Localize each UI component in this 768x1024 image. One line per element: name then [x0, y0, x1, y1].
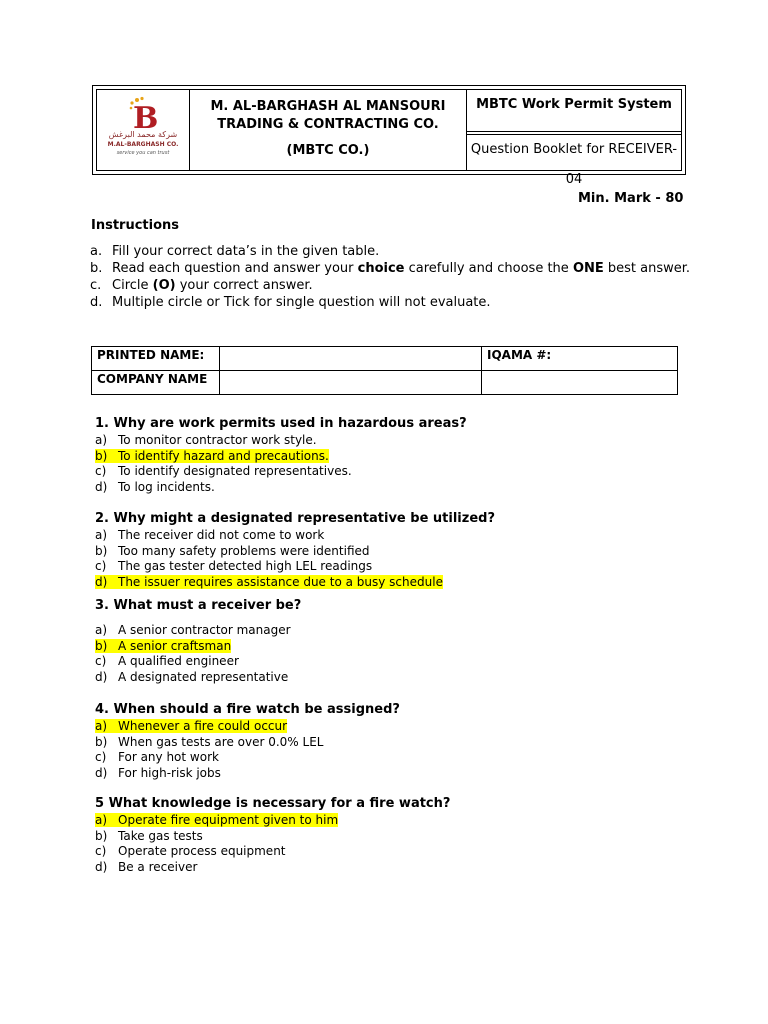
answer-option[interactable]	[95, 449, 467, 465]
instruction-text: carefully and choose the	[404, 261, 573, 276]
question-options	[95, 433, 467, 495]
question-title: 2. Why might a designated representative be utilized?	[95, 511, 495, 526]
answer-option[interactable]	[95, 639, 301, 655]
option-letter: d)	[95, 859, 108, 874]
question-title: 3. What must a receiver be?	[95, 598, 302, 613]
answer-option[interactable]	[95, 670, 301, 686]
instruction-text: Read each question and answer your	[112, 261, 358, 276]
instruction-item	[90, 260, 690, 277]
option-text: The receiver did not come to work	[118, 528, 325, 542]
highlighted-answer	[95, 639, 231, 653]
company-name-label: COMPANY NAME	[92, 371, 220, 395]
highlighted-answer	[95, 449, 329, 463]
answer-content	[95, 464, 352, 478]
option-text: To identify hazard and precautions.	[118, 448, 329, 463]
instruction-emphasis: (O)	[152, 278, 176, 293]
option-text: A senior contractor manager	[118, 623, 291, 637]
option-letter: a)	[95, 719, 108, 733]
instruction-emphasis: choice	[357, 261, 405, 276]
option-letter: c)	[95, 559, 107, 573]
info-row-name	[92, 347, 678, 371]
company-name-line1: M. AL-BARGHASH AL MANSOURI	[210, 99, 446, 114]
answer-content	[95, 623, 291, 637]
logo-english-text: M.AL-BARGHASH CO.	[107, 141, 179, 148]
answer-option[interactable]	[95, 860, 450, 876]
answer-option[interactable]	[95, 464, 467, 480]
option-text: Whenever a fire could occur	[118, 719, 288, 733]
option-letter: b)	[95, 638, 108, 653]
company-name-field[interactable]	[220, 371, 482, 395]
option-text: To log incidents.	[118, 479, 215, 494]
answer-content	[95, 433, 317, 447]
instruction-text: Circle	[112, 278, 153, 293]
company-name-line2: TRADING & CONTRACTING CO.	[217, 117, 439, 132]
answer-content	[95, 654, 239, 668]
instructions-title: Instructions	[91, 218, 180, 233]
option-text: A senior craftsman	[118, 638, 232, 653]
candidate-info-table	[91, 346, 678, 395]
option-letter: b)	[95, 448, 108, 463]
answer-option[interactable]	[95, 750, 400, 766]
min-mark: Min. Mark - 80	[578, 191, 684, 206]
question-5	[95, 795, 450, 875]
header-inner-border	[96, 89, 682, 187]
option-letter: c)	[95, 654, 107, 668]
iqama-field[interactable]	[482, 371, 678, 395]
question-options	[95, 719, 400, 781]
answer-content	[95, 544, 370, 558]
option-letter: a)	[95, 813, 108, 827]
option-letter: d)	[95, 574, 108, 589]
printed-name-field[interactable]	[220, 347, 482, 371]
instruction-letter: a.	[90, 244, 103, 259]
option-text: To identify designated representatives.	[118, 464, 352, 478]
question-options	[95, 528, 495, 590]
answer-option[interactable]	[95, 480, 467, 496]
option-text: The issuer requires assistance due to a busy schedule	[118, 574, 443, 589]
option-text: For high-risk jobs	[118, 765, 221, 780]
answer-content	[95, 750, 219, 764]
answer-option[interactable]	[95, 766, 400, 782]
option-text: For any hot work	[118, 750, 219, 764]
option-letter: c)	[95, 750, 107, 764]
option-text: A designated representative	[118, 669, 289, 684]
instruction-letter: b.	[90, 261, 103, 276]
instruction-item	[90, 277, 690, 294]
highlighted-answer	[95, 575, 443, 589]
answer-option[interactable]	[95, 575, 495, 591]
system-title: MBTC Work Permit System	[467, 90, 681, 132]
answer-option[interactable]	[95, 829, 450, 845]
option-letter: d)	[95, 479, 108, 494]
svg-text:B: B	[133, 101, 159, 130]
system-info-cell	[467, 90, 681, 187]
option-letter: c)	[95, 844, 107, 858]
option-text: When gas tests are over 0.0% LEL	[118, 734, 324, 749]
question-options	[95, 623, 301, 685]
highlighted-answer	[95, 813, 338, 827]
answer-option[interactable]	[95, 544, 495, 560]
instruction-letter: c.	[90, 278, 102, 293]
answer-option[interactable]	[95, 735, 400, 751]
instruction-text: Multiple circle or Tick for single question will not evaluate.	[112, 295, 491, 310]
printed-name-label: PRINTED NAME:	[92, 347, 220, 371]
option-text: Take gas tests	[118, 828, 203, 843]
option-letter: d)	[95, 669, 108, 684]
answer-content	[95, 528, 324, 542]
answer-option[interactable]	[95, 654, 301, 670]
option-text: Too many safety problems were identified	[118, 543, 370, 558]
answer-option[interactable]	[95, 623, 301, 639]
answer-option[interactable]	[95, 813, 450, 829]
highlighted-answer	[95, 719, 287, 733]
instruction-item	[90, 243, 690, 260]
answer-option[interactable]	[95, 433, 467, 449]
info-row-company	[92, 371, 678, 395]
instruction-text: best answer.	[603, 261, 691, 276]
option-text: A qualified engineer	[118, 654, 239, 668]
company-name-cell	[190, 90, 467, 170]
answer-option[interactable]	[95, 844, 450, 860]
question-3	[95, 597, 301, 685]
logo-cell	[97, 90, 190, 170]
question-4	[95, 701, 400, 781]
option-letter: a)	[95, 623, 108, 637]
option-letter: b)	[95, 734, 108, 749]
header-box	[92, 85, 686, 187]
logo-tagline: service you can trust	[116, 150, 170, 156]
option-letter: b)	[95, 828, 108, 843]
question-2	[95, 510, 495, 590]
instruction-letter: d.	[90, 295, 103, 310]
logo-arabic-text: شركة محمد البرغش	[108, 130, 178, 139]
question-title: 4. When should a fire watch be assigned?	[95, 702, 400, 717]
question-options	[95, 813, 450, 875]
instructions-list	[90, 243, 690, 311]
option-letter: b)	[95, 543, 108, 558]
company-logo-icon	[127, 96, 161, 130]
instruction-text: your correct answer.	[175, 278, 313, 293]
option-letter: c)	[95, 464, 107, 478]
question-title: 5 What knowledge is necessary for a fire watch?	[95, 796, 451, 811]
instruction-emphasis: ONE	[572, 261, 604, 276]
option-text: Operate process equipment	[118, 844, 286, 858]
answer-content	[95, 860, 197, 874]
answer-content	[95, 670, 288, 684]
answer-content	[95, 844, 286, 858]
instruction-text: Fill your correct data’s in the given table.	[112, 244, 380, 259]
answer-option[interactable]	[95, 528, 495, 544]
answer-content	[95, 766, 221, 780]
company-abbreviation: (MBTC CO.)	[286, 143, 370, 158]
option-text: Be a receiver	[118, 859, 198, 874]
answer-content	[95, 559, 372, 573]
option-letter: d)	[95, 765, 108, 780]
answer-content	[95, 480, 215, 494]
option-letter: a)	[95, 433, 108, 447]
option-text: Operate fire equipment given to him	[118, 813, 339, 827]
question-title: 1. Why are work permits used in hazardous areas?	[95, 416, 467, 431]
option-text: To monitor contractor work style.	[118, 433, 317, 447]
answer-option[interactable]	[95, 559, 495, 575]
option-letter: a)	[95, 528, 108, 542]
answer-content	[95, 735, 323, 749]
question-1	[95, 415, 467, 495]
answer-content	[95, 829, 203, 843]
answer-option[interactable]	[95, 719, 400, 735]
iqama-label: IQAMA #:	[482, 347, 678, 371]
instruction-item	[90, 294, 690, 311]
option-text: The gas tester detected high LEL readings	[118, 559, 373, 573]
booklet-title: Question Booklet for RECEIVER-04	[467, 134, 681, 195]
